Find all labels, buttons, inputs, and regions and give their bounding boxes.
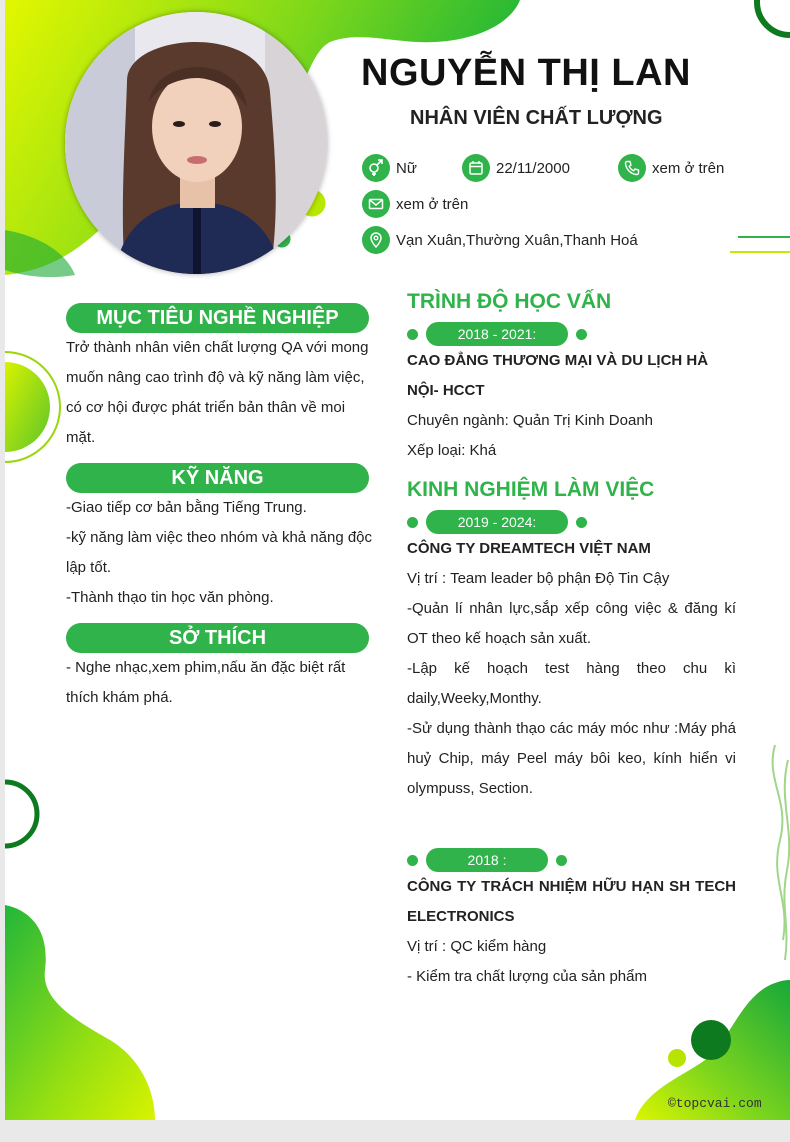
education-major: Chuyên ngành: Quản Trị Kinh Doanh <box>407 412 653 429</box>
job-duty: -Sử dụng thành thạo các máy móc như :Máy phá huỷ Chip, máy Peel máy bôi keo, kính hiển vi olympuss, Section. <box>407 720 736 797</box>
hobbies-heading: SỞ THÍCH <box>66 623 369 653</box>
job-company: CÔNG TY TRÁCH NHIỆM HỮU HẠN SH TECH ELECTRONICS <box>407 878 736 925</box>
hobbies-text: - Nghe nhạc,xem phim,nấu ăn đặc biệt rất thích khám phá. <box>66 659 346 706</box>
education-grade: Xếp loại: Khá <box>407 442 497 459</box>
skills-heading: KỸ NĂNG <box>66 463 369 493</box>
contact-email <box>362 190 468 218</box>
profile-photo <box>65 12 327 274</box>
career-objective-heading: MỤC TIÊU NGHỀ NGHIỆP <box>66 303 369 333</box>
cv-page <box>5 0 790 1120</box>
job-duty: -Quản lí nhân lực,sắp xếp công việc & đăng kí OT theo kế hoạch sản xuất. <box>407 600 736 647</box>
job-date <box>407 848 567 872</box>
job-title: NHÂN VIÊN CHẤT LƯỢNG <box>410 107 663 129</box>
address-value: Vạn Xuân,Thường Xuân,Thanh Hoá <box>396 231 638 249</box>
phone-value: xem ở trên <box>652 159 725 177</box>
experience-heading: KINH NGHIỆM LÀM VIỆC <box>407 478 655 501</box>
job-date-label: 2019 - 2024: <box>426 510 568 534</box>
watermark: ©topcvai.com <box>668 1096 762 1111</box>
career-objective-text: Trở thành nhân viên chất lượng QA với mong muốn nâng cao trình độ và kỹ năng làm việc, có cơ hội được phát triển bản thân về moi mặt. <box>66 339 369 446</box>
job-date-label: 2018 : <box>426 848 548 872</box>
birthday-value: 22/11/2000 <box>496 159 570 177</box>
job-position: Vị trí : QC kiểm hàng <box>407 938 547 955</box>
education-school: CAO ĐẲNG THƯƠNG MẠI VÀ DU LỊCH HÀ NỘI- HCCT <box>407 352 709 399</box>
contact-address <box>362 226 638 254</box>
skill-item: -kỹ năng làm việc theo nhóm và khả năng độc lập tốt. <box>66 529 373 576</box>
skill-item: -Giao tiếp cơ bản bằng Tiếng Trung. <box>66 499 307 516</box>
education-date-label: 2018 - 2021: <box>426 322 568 346</box>
skills-list <box>66 493 376 613</box>
location-icon <box>362 226 390 254</box>
contact-phone <box>618 154 724 182</box>
job-date <box>407 510 587 534</box>
job-company: CÔNG TY DREAMTECH VIỆT NAM <box>407 540 651 557</box>
job-duty: - Kiểm tra chất lượng của sản phẩm <box>407 968 647 985</box>
mail-icon <box>362 190 390 218</box>
contact-gender <box>362 154 417 182</box>
job-duty: -Lập kế hoạch test hàng theo chu kì daily,Weeky,Monthy. <box>407 660 736 707</box>
job-position: Vị trí : Team leader bộ phận Độ Tin Cậy <box>407 570 670 587</box>
email-value: xem ở trên <box>396 195 469 213</box>
contact-birthday <box>462 154 570 182</box>
education-heading: TRÌNH ĐỘ HỌC VẤN <box>407 290 612 313</box>
gender-value: Nữ <box>396 159 417 177</box>
phone-icon <box>618 154 646 182</box>
education-date <box>407 322 587 346</box>
calendar-icon <box>462 154 490 182</box>
gender-icon <box>362 154 390 182</box>
skill-item: -Thành thạo tin học văn phòng. <box>66 589 274 606</box>
candidate-name: NGUYỄN THỊ LAN <box>361 52 691 94</box>
